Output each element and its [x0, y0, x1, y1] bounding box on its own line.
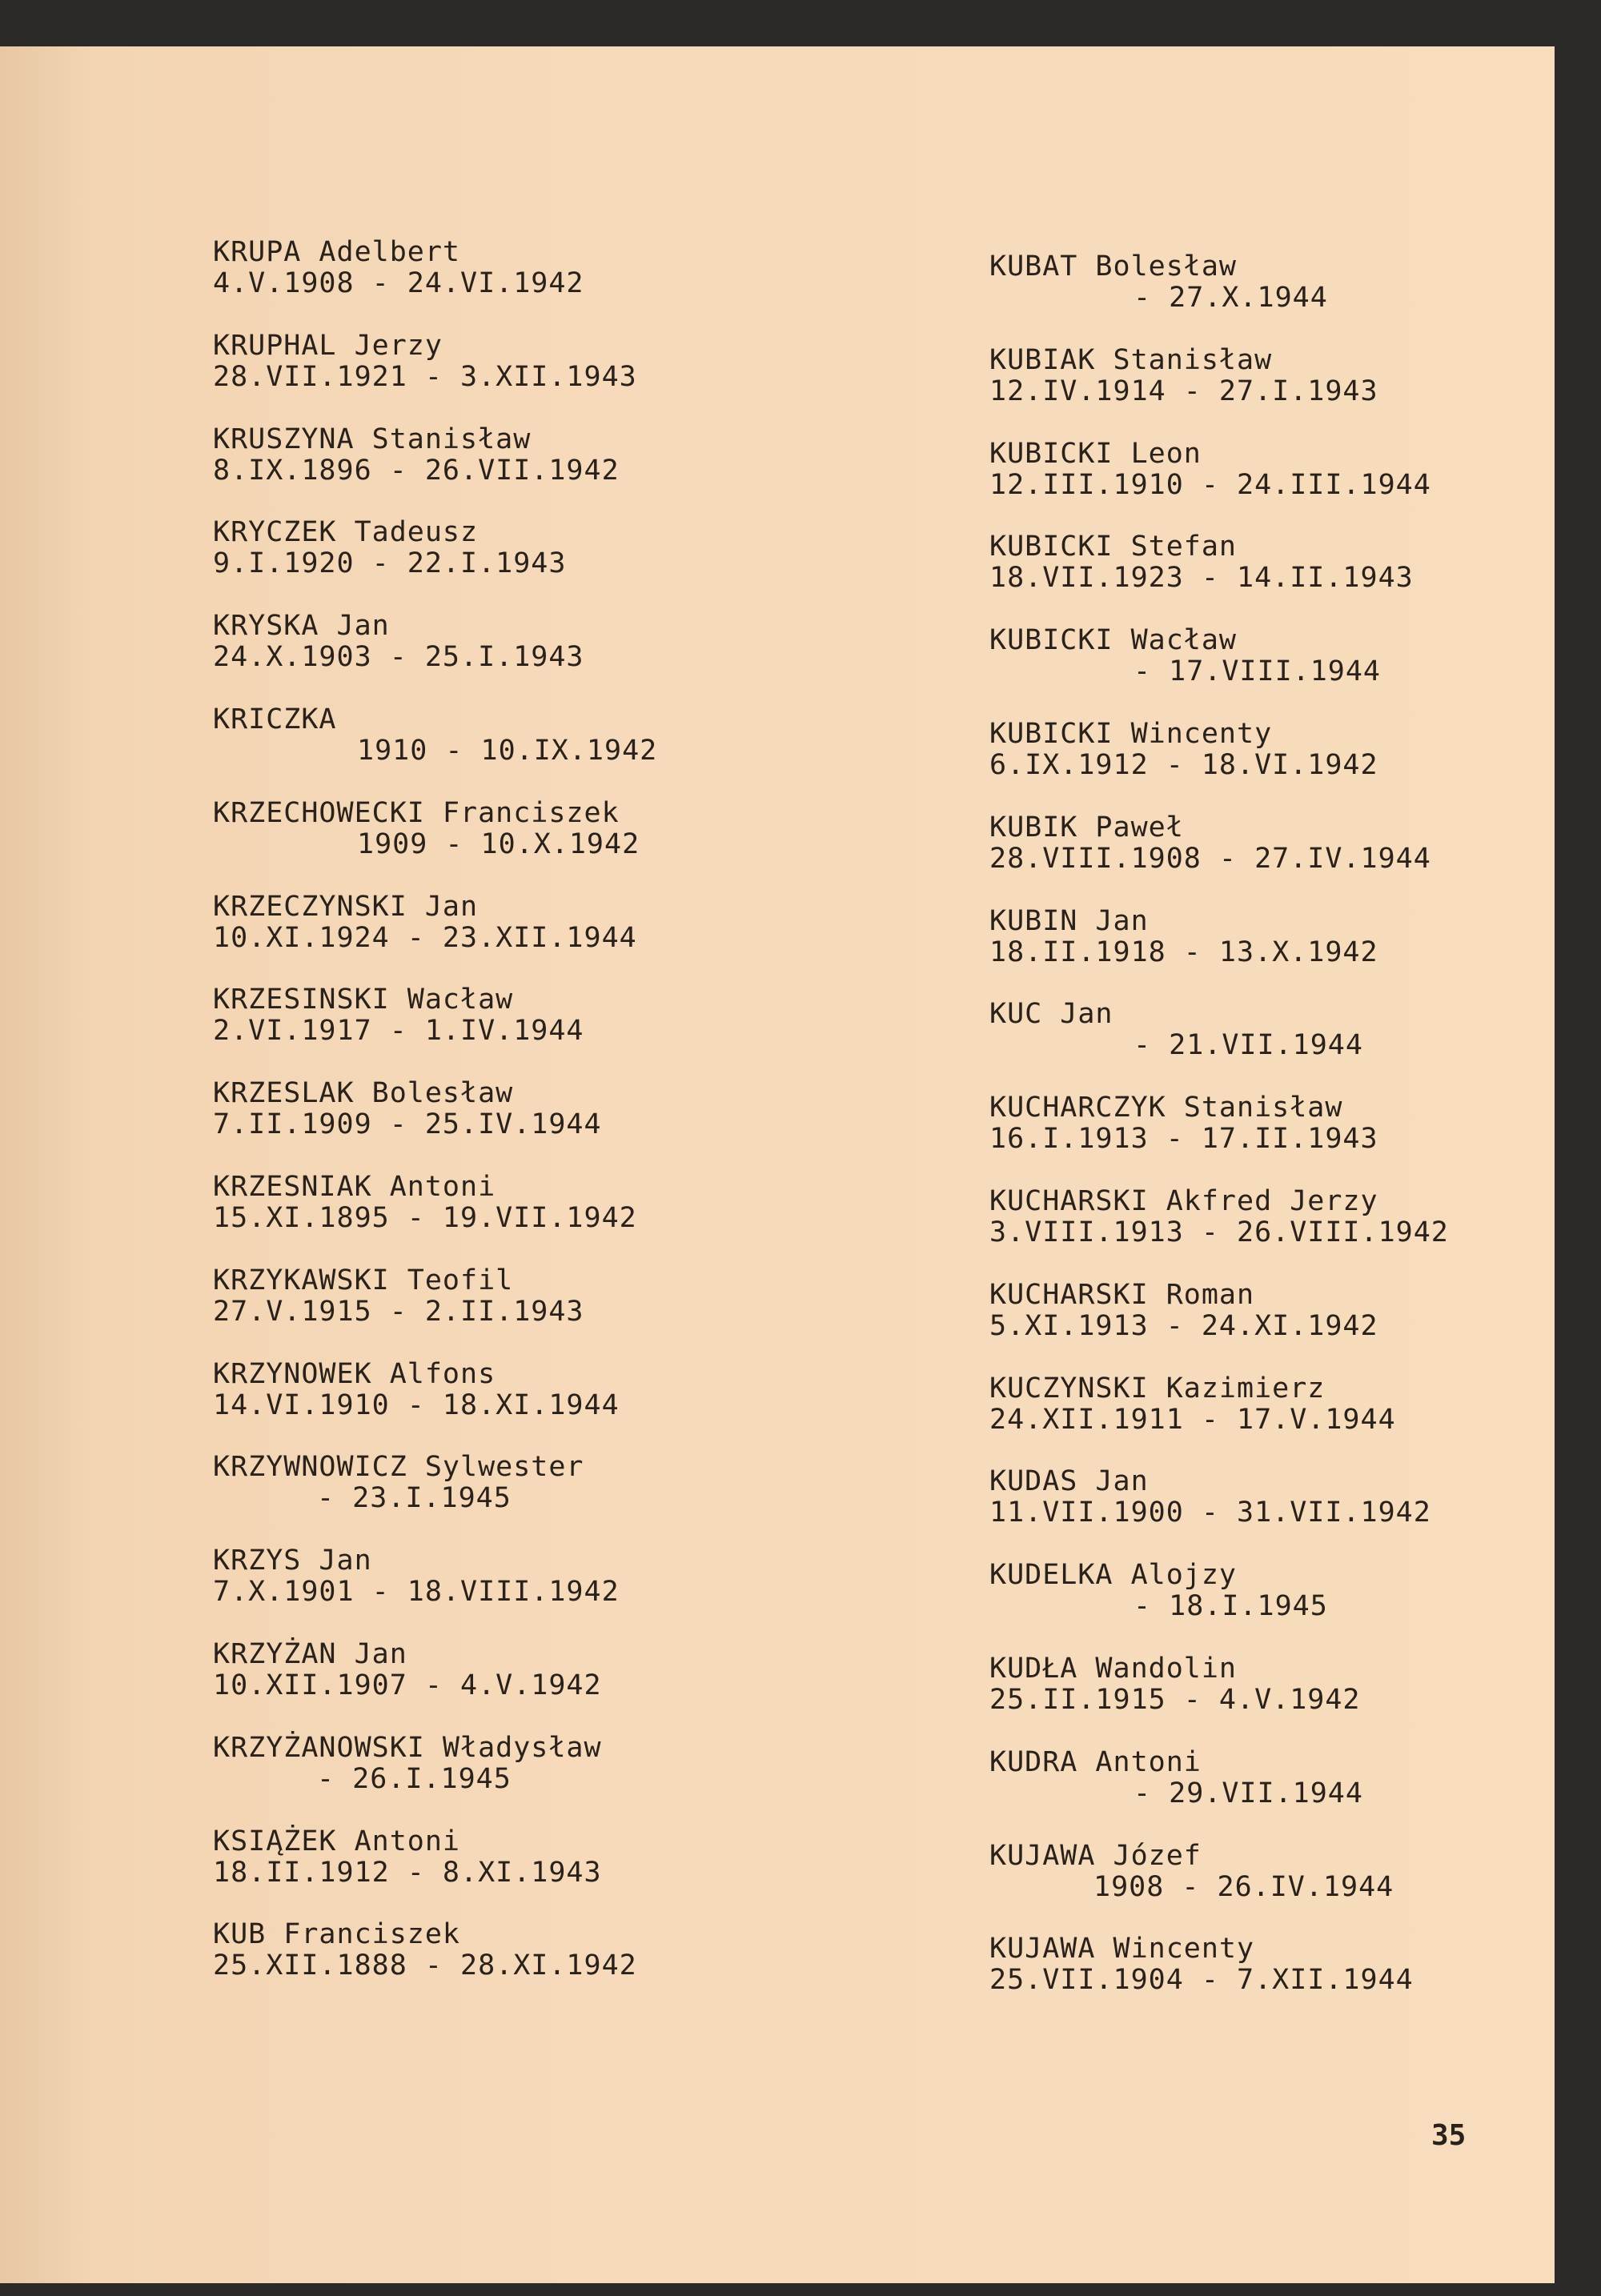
list-item: KUBAT Bolesław - 27.X.1944 [989, 250, 1328, 314]
list-item: KRZYNOWEK Alfons 14.VI.1910 - 18.XI.1944 [213, 1358, 620, 1421]
list-item: KRUSZYNA Stanisław 8.IX.1896 - 26.VII.1942 [213, 423, 620, 487]
list-item: KUDŁA Wandolin 25.II.1915 - 4.V.1942 [989, 1653, 1361, 1716]
list-item: KRZESLAK Bolesław 7.II.1909 - 25.IV.1944 [213, 1077, 602, 1140]
list-item: KRZESNIAK Antoni 15.XI.1895 - 19.VII.1942 [213, 1171, 637, 1234]
list-item: KUCZYNSKI Kazimierz 24.XII.1911 - 17.V.1944 [989, 1372, 1396, 1436]
list-item: KUCHARCZYK Stanisław 16.I.1913 - 17.II.1943 [989, 1092, 1378, 1155]
list-item: KUDELKA Alojzy - 18.I.1945 [989, 1559, 1328, 1622]
list-item: KRZESINSKI Wacław 2.VI.1917 - 1.IV.1944 [213, 984, 584, 1047]
list-item: KRICZKA 1910 - 10.IX.1942 [213, 703, 658, 767]
list-item: KUCHARSKI Roman 5.XI.1913 - 24.XI.1942 [989, 1279, 1378, 1342]
list-item: KRZYŻANOWSKI Władysław - 26.I.1945 [213, 1732, 602, 1795]
list-item: KRZECZYNSKI Jan 10.XI.1924 - 23.XII.1944 [213, 891, 637, 954]
list-item: KUJAWA Józef 1908 - 26.IV.1944 [989, 1840, 1394, 1903]
list-item: KUDRA Antoni - 29.VII.1944 [989, 1746, 1363, 1809]
list-item: KRUPA Adelbert 4.V.1908 - 24.VI.1942 [213, 236, 584, 299]
list-item: KRUPHAL Jerzy 28.VII.1921 - 3.XII.1943 [213, 330, 637, 393]
list-item: KRZYWNOWICZ Sylwester - 23.I.1945 [213, 1451, 584, 1514]
list-item: KRZECHOWECKI Franciszek 1909 - 10.X.1942 [213, 797, 640, 860]
list-item: KUB Franciszek 25.XII.1888 - 28.XI.1942 [213, 1918, 637, 1981]
list-item: KUCHARSKI Akfred Jerzy 3.VIII.1913 - 26.VIII.1942 [989, 1185, 1449, 1248]
list-item: KUBIN Jan 18.II.1918 - 13.X.1942 [989, 905, 1378, 968]
list-item: KUBICKI Wacław - 17.VIII.1944 [989, 624, 1382, 687]
list-item: KRZYS Jan 7.X.1901 - 18.VIII.1942 [213, 1545, 620, 1608]
document-page [0, 46, 1555, 2283]
page-number: 35 [1431, 2119, 1467, 2152]
list-item: KUDAS Jan 11.VII.1900 - 31.VII.1942 [989, 1465, 1431, 1529]
list-item: KUBIK Paweł 28.VIII.1908 - 27.IV.1944 [989, 811, 1431, 875]
list-item: KRZYKAWSKI Teofil 27.V.1915 - 2.II.1943 [213, 1264, 584, 1328]
list-item: KRYCZEK Tadeusz 9.I.1920 - 22.I.1943 [213, 516, 567, 579]
list-item: KUC Jan - 21.VII.1944 [989, 998, 1363, 1061]
list-item: KRYSKA Jan 24.X.1903 - 25.I.1943 [213, 610, 584, 673]
list-item: KRZYŻAN Jan 10.XII.1907 - 4.V.1942 [213, 1638, 602, 1701]
list-item: KSIĄŻEK Antoni 18.II.1912 - 8.XI.1943 [213, 1825, 602, 1889]
list-item: KUBICKI Stefan 18.VII.1923 - 14.II.1943 [989, 531, 1414, 594]
list-item: KUJAWA Wincenty 25.VII.1904 - 7.XII.1944 [989, 1933, 1414, 1996]
list-item: KUBICKI Wincenty 6.IX.1912 - 18.VI.1942 [989, 718, 1378, 781]
list-item: KUBIAK Stanisław 12.IV.1914 - 27.I.1943 [989, 344, 1378, 407]
list-item: KUBICKI Leon 12.III.1910 - 24.III.1944 [989, 438, 1431, 501]
